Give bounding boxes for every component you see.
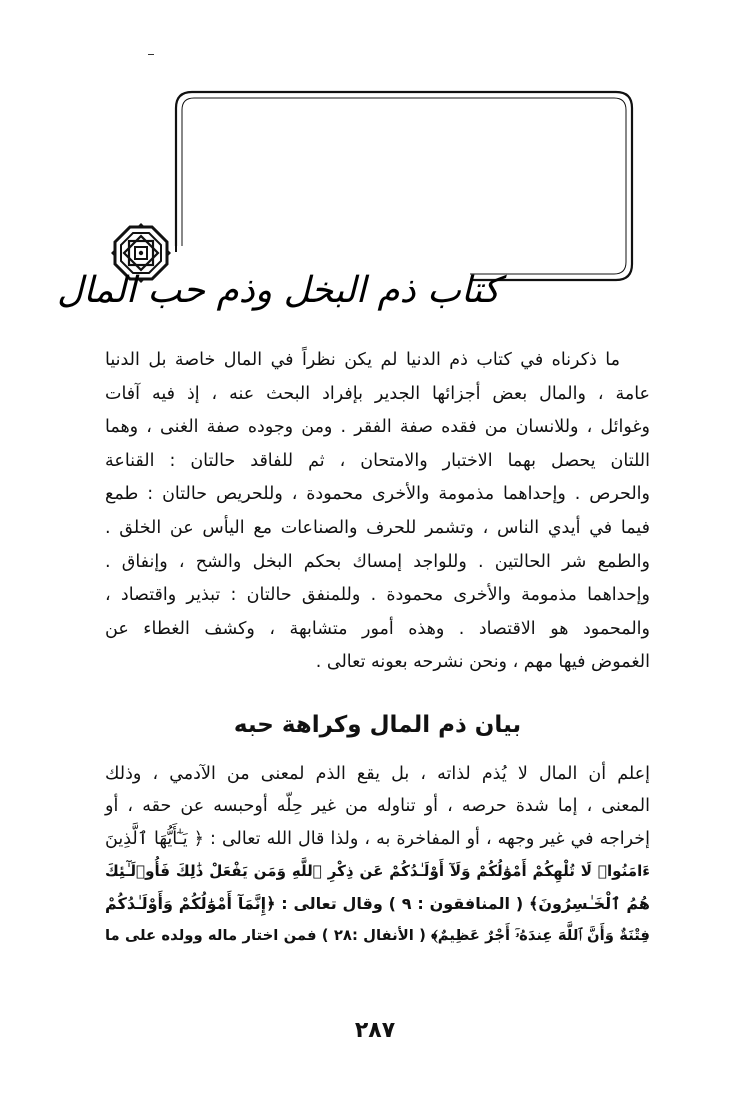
section-heading: بيان ذم المال وكراهة حبه	[233, 712, 522, 738]
quran-verse-line: فِتْنَةٌ وَأَنَّ ٱللَّهَ عِندَهُۥٓ أَجْرٌ عَظِيمٌ﴾ ( الأنفال :٢٨ ) فمن اختار ماله وولده على ما	[105, 927, 650, 945]
paragraph-line: المعنى ، إما شدة حرصه ، أو تناوله من غير حِلّه أوحبسه عن حقه ، أو	[105, 796, 650, 817]
quran-verse-line: ءَامَنُوا۟ لَا تُلْهِكُمْ أَمْوَٰلُكُمْ وَلَآ أَوْلَـٰدُكُمْ عَن ذِكْرِ ٱللَّهِ وَمَن يَفْعَلْ ذَٰلِكَ فَأُو۟لَـٰٓئِكَ	[105, 862, 650, 881]
paragraph-line: والطمع شر الحالتين . وللواجد إمساك بحكم البخل والشح ، وإنفاق .	[105, 551, 650, 572]
paragraph-line: إخراجه في غير وجهه ، أو المفاخرة به ، ولذا قال الله تعالى : ﴿ يَـٰٓأَيُّهَا ٱلَّذِينَ	[105, 828, 650, 849]
chapter-title: كتاب ذم البخل وذم حب المال	[57, 270, 500, 311]
paragraph-line: ما ذكرناه في كتاب ذم الدنيا لم يكن نظراً في المال خاصة بل الدنيا	[105, 350, 620, 370]
intro-paragraph	[105, 344, 650, 680]
paragraph-line: وإحداهما مذمومة والأخرى محمودة . وللمنفق حالتان : تبذير واقتصاد ،	[105, 585, 650, 606]
paragraph-line: إعلم أن المال لا يُذم لذاته ، بل يقع الذم لمعنى من الآدمي ، وذلك	[105, 764, 650, 784]
quran-verse-line: هُمُ ٱلْخَـٰسِرُونَ﴾ ( المنافقون : ٩ ) وقال تعالى : ﴿إِنَّمَآ أَمْوَٰلُكُمْ وَأَوْلَـٰدُكُمْ	[105, 893, 650, 913]
page-number: ٢٨٧	[354, 1018, 396, 1043]
paragraph-line: فيما في أيدي الناس ، وتشمر للحرف والصناعات مع اليأس عن الخلق .	[105, 517, 650, 538]
section-paragraph	[105, 758, 650, 952]
paragraph-line: اللتان يحصل بهما الاختبار والامتحان ، ثم للفاقد حالتان : القناعة	[105, 450, 650, 471]
paragraph-line: الغموض فيها مهم ، ونحن نشرحه بعونه تعالى .	[315, 652, 650, 673]
paragraph-line: والحرص . وإحداهما مذمومة والأخرى محمودة ، وللحريص حالتان : طمع	[105, 484, 650, 505]
paragraph-line: وغوائل ، وللانسان من فقده صفة الفقر . ومن وجوده صفة الغنى ، وهما	[105, 417, 650, 438]
paragraph-line: عامة ، والمال بعض أجزائها الجدير بإفراد البحث عنه ، إذ فيه آفات	[105, 383, 650, 404]
paragraph-line: والمحمود هو الاقتصاد . وهذه أمور متشابهة ، وكشف الغطاء عن	[105, 618, 650, 639]
